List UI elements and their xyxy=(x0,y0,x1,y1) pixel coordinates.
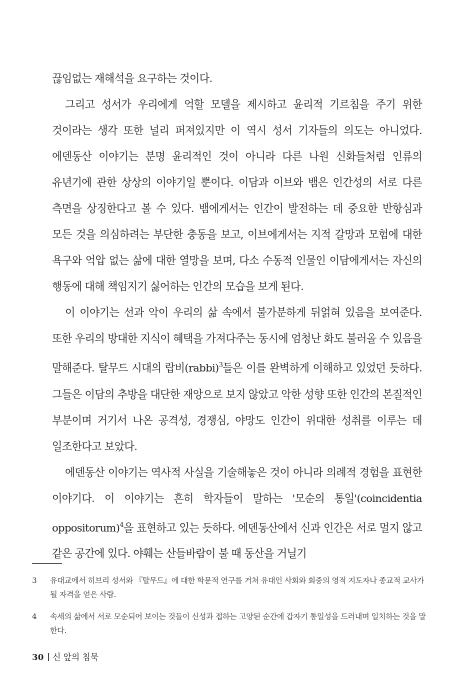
paragraph-4-text: 에덴동산 이야기는 역사적 사실을 기술해놓은 것이 아니라 의례적 경험을 표현한 이야기다. 이 이야기는 흔히 학자들이 말하는 '모순의 통일'(coincidentia oppositorum) xyxy=(52,466,422,535)
paragraph-3 xyxy=(52,300,422,460)
paragraph-4-text-end: 을 표현하고 있는 듯하다. 에덴동산에서 신과 인간은 서로 멀지 않고 같은 공간에 있다. 야훼는 산들바람이 불 때 동산을 거닐기 xyxy=(52,522,422,561)
paragraph-3-text-end: 들은 이를 완벽하게 이해하고 있었던 듯하다. 그들은 이담의 추방을 대단한 재앙으로 보지 않았고 악한 성향 또한 인간의 본질적인 부분이며 거기서 나온 공격성, 경쟁심, 야망도 인간이 위대한 성취를 이루는 데 일조한다고 보았다. xyxy=(52,362,422,453)
footnote-text: 속세의 삶에서 서로 모순되어 보이는 것들이 신성과 접하는 고양된 순간에 갑자기 통일성을 드러내며 일치하는 것을 말한다. xyxy=(50,612,426,635)
paragraph-4 xyxy=(52,460,422,568)
paragraph-2: 그리고 성서가 우리에게 억할 모델을 제시하고 윤리적 기르침을 주기 위한 것이라는 생각 또한 널리 퍼져있지만 이 역시 성서 기자들의 의도는 아니었다. 에덴동산 이야기는 분명 윤리적인 것이 아니라 다른 나원 신화들처럼 인류의 유년기에 관한 상상의 이야기일 뿐이다. 이담과 이브와 뱀은 인간성의 서로 다른 측면을 상징한다고 볼 수 있다. 뱀에게서는 인간이 발전하는 데 중요한 반항심과 모든 것을 의심하려는 부단한 충동을 보고, 이브에게서는 지적 갈망과 모험에 대한 욕구와 억압 없는 삶에 대한 열망을 보며, 다소 수동적 인물인 이담에게서는 자신의 행동에 대해 책임지기 싫어하는 인간의 모습을 보게 된다. xyxy=(52,99,422,293)
paragraph-1: 끊임없는 재해석을 요구하는 것이다. xyxy=(52,73,213,85)
page-footer xyxy=(32,651,98,663)
footnote-number: 3 xyxy=(32,576,37,585)
footnote-divider xyxy=(32,563,62,564)
body-text xyxy=(52,66,422,567)
paragraph-3-text: 이 이야기는 선과 악이 우리의 삶 속에서 불가분하게 뒤얽혀 있음을 보여준다. 또한 우리의 방대한 지식이 혜택을 가져다주는 동시에 엄청난 화도 불러올 수 있음을 말해준다. 탈무드 시대의 랍비(rabbi) xyxy=(52,307,422,375)
footnote-ref-3: 3 xyxy=(218,361,223,369)
footnote-text: 유대교에서 히브리 성서와 『탈무드』에 대한 학문적 연구를 거쳐 유대인 사회와 회중의 영적 지도자나 종교적 교사가 될 자격을 얻은 사람. xyxy=(50,576,425,599)
book-title: 신 앞의 침묵 xyxy=(52,652,99,662)
footnote-ref-4: 4 xyxy=(119,520,124,529)
footnotes xyxy=(32,574,427,646)
footnote xyxy=(32,574,427,602)
footnote-number: 4 xyxy=(32,612,37,621)
footer-separator xyxy=(48,653,49,661)
page-number: 30 xyxy=(32,652,44,662)
footnote xyxy=(32,610,427,638)
